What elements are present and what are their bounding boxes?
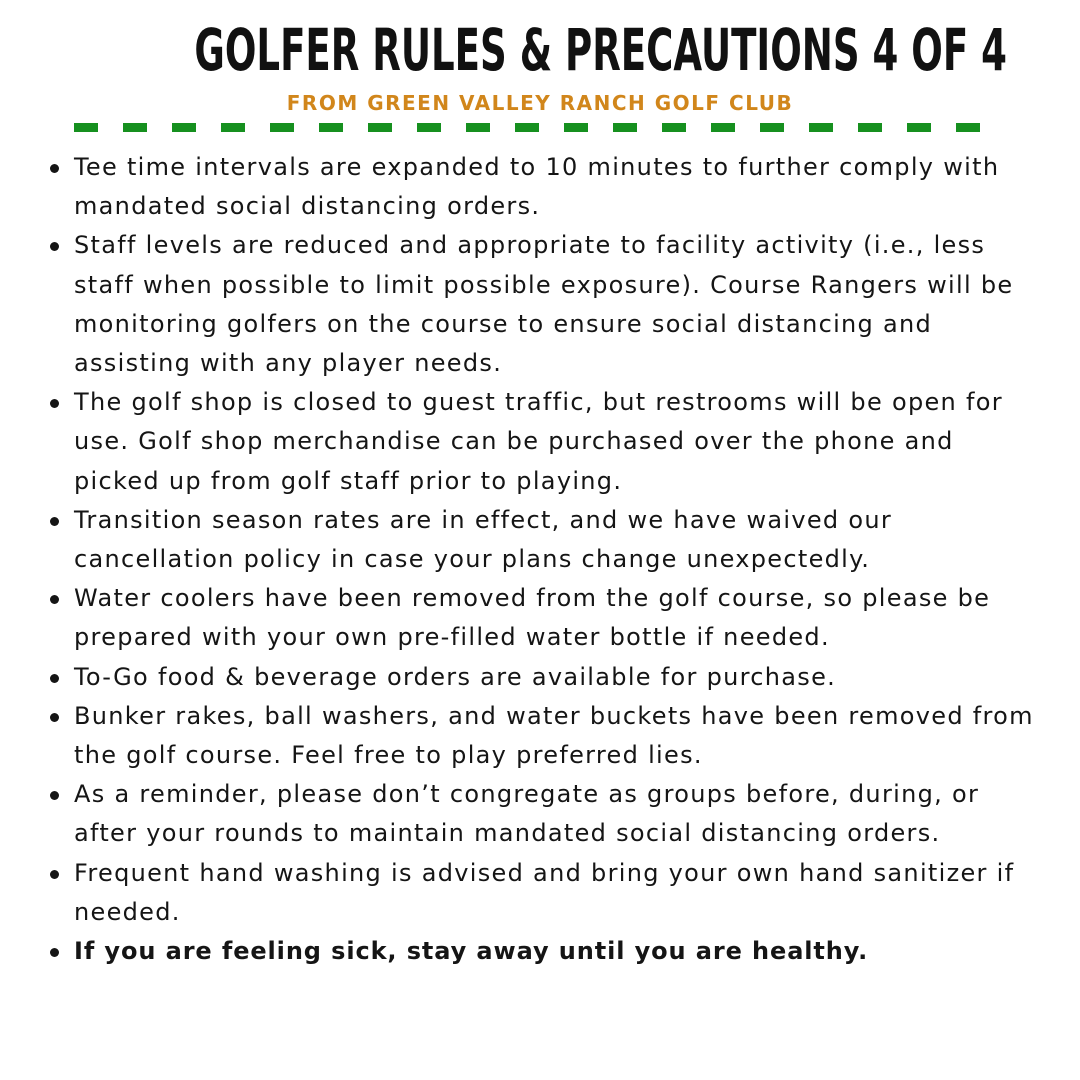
bullet-icon [50,399,59,408]
list-item [50,579,1040,657]
list-item [50,854,1040,932]
bullet-icon [50,870,59,879]
bullet-icon [50,517,59,526]
rule-text: Water coolers have been removed from the golf course, so please be prepared with your own pre-filled water bottle if needed. [74,584,991,652]
list-item [50,226,1040,383]
rule-text: Bunker rakes, ball washers, and water buckets have been removed from the golf course. Feel free to play preferred lies. [74,701,1034,770]
rule-text: To-Go food & beverage orders are available for purchase. [74,662,837,691]
page-title: GOLFER RULES & PRECAUTIONS 4 OF 4 [194,16,1007,84]
rule-text: As a reminder, please don’t congregate as groups before, during, or after your rounds to maintain mandated social distancing orders. [74,780,980,848]
rule-text: If you are feeling sick, stay away until you are healthy. [74,937,869,966]
rule-text: The golf shop is closed to guest traffic, but restrooms will be open for use. Golf shop merchandise can be purchased over the phone and picked up from golf staff prior to playing. [74,388,1003,495]
list-item [50,148,1040,226]
bullet-icon [50,791,59,800]
list-item [50,501,1040,579]
bullet-icon [50,595,59,604]
list-item [50,383,1040,501]
rule-text: Tee time intervals are expanded to 10 minutes to further comply with mandated social distancing orders. [74,153,1000,221]
list-item-emphasis [50,932,1040,971]
list-item [50,658,1040,697]
rule-text: Transition season rates are in effect, and we have waived our cancellation policy in case your plans change unexpectedly. [74,505,893,574]
bullet-icon [50,242,59,251]
bullet-icon [50,164,59,173]
rule-text: Staff levels are reduced and appropriate to facility activity (i.e., less staff when possible to limit possible exposure). Course Rangers will be monitoring golfers on the course to ensure social distancing and assisting with any player needs. [74,231,1014,378]
bullet-icon [50,948,59,957]
list-item [50,775,1040,853]
list-item [50,697,1040,775]
bullet-icon [50,713,59,722]
page-subtitle: FROM GREEN VALLEY RANCH GOLF CLUB [286,91,794,115]
bullet-icon [50,674,59,683]
rules-list [50,148,1040,971]
rule-text: Frequent hand washing is advised and bring your own hand sanitizer if needed. [74,858,1015,926]
dashed-divider [74,123,984,132]
